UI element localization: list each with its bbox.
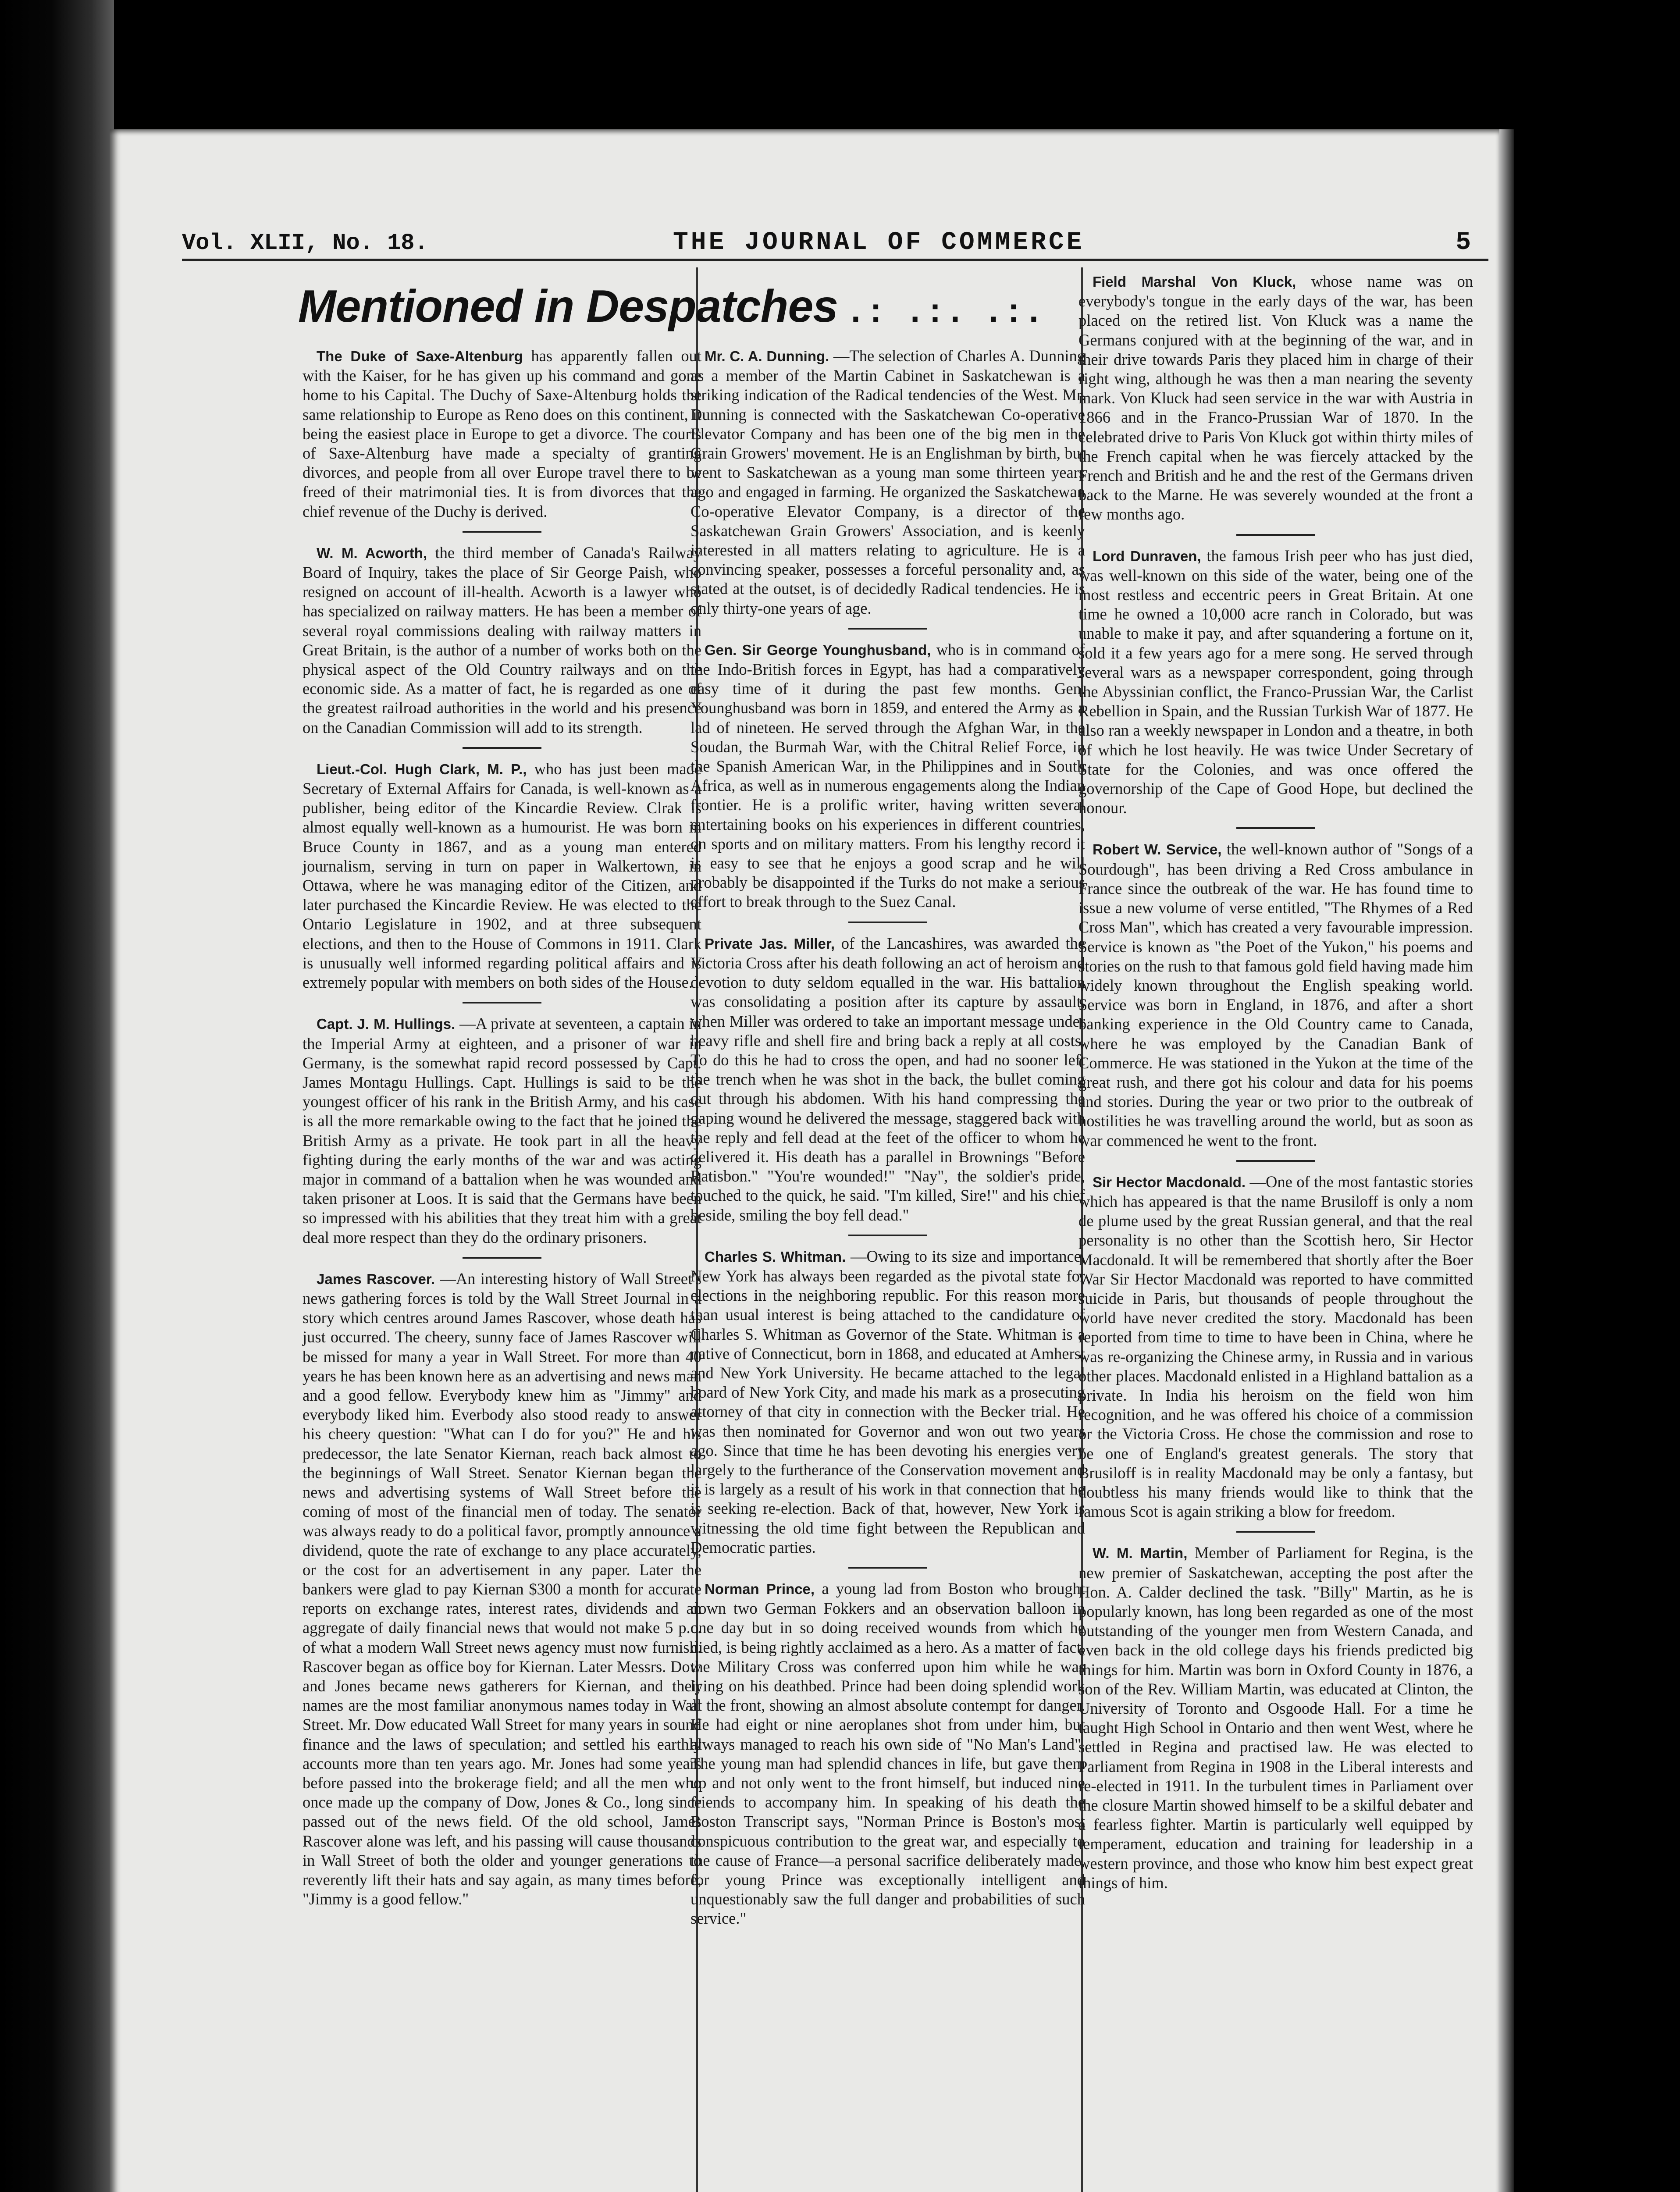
article-body: who has just been made Secretary of External Affairs for Canada, is well-known as a publisher, being editor of the Kincardie Review. Clrak is almost equally well-known as a humourist. He was born in Bruce County in 1867, and as a young man entered journalism, serving in turn on paper in Walkertown, in Ottawa, where he was managing editor of the Citizen, and later purchased the Kincardie Review. He was elected to the Ontario Legislature in 1902, and at three subsequent elections, and then to the House of Commons in 1911. Clark is unusually well informed regarding political affairs and is extremely popular with members on both sides of the House. bbox=[303, 759, 701, 992]
page-number: 5 bbox=[1456, 228, 1471, 257]
book-binding-shadow bbox=[0, 0, 114, 2192]
article-paragraph bbox=[691, 346, 1085, 618]
article-lead: Charles S. Whitman. bbox=[705, 1248, 846, 1265]
article-paragraph bbox=[691, 1579, 1085, 1929]
article-paragraph bbox=[303, 759, 701, 992]
article-separator bbox=[848, 628, 927, 630]
article-paragraph bbox=[303, 346, 701, 521]
header-rule bbox=[182, 259, 1488, 261]
article-body: whose name was on everybody's tongue in the early days of the war, has been placed on the retired list. Von Kluck was a name the Germans conjured with at the beginning of the war, and in their drive towards Paris they placed him in charge of their right wing, although he was then a man nearing the seventy mark. Von Kluck had seen service in the war with Austria in 1866 and in the Franco-Prussian War of 1870. In the celebrated drive to Paris Von Kluck got within thirty miles of the French capital when he was fiercely attacked by the French and British and he and the rest of the Germans driven back to the Marne. He was severely wounded at the front a few months ago. bbox=[1078, 272, 1474, 523]
article-separator bbox=[1236, 1531, 1315, 1533]
article-lead: The Duke of Saxe-Altenburg bbox=[317, 348, 523, 364]
article-body: the third member of Canada's Railway Board of Inquiry, takes the place of Sir George Paish, who resigned on account of ill-health. Acworth is a lawyer who has specialized on railway matters. He has been a member of several royal commissions dealing with railway matters in Great Britain, is the author of a number of works both on the physical aspect of the Old Country railways and on the economic side. As a matter of fact, he is regarded as one of the greatest railroad authorities in the world and his presence on the Canadian Commission will add to its strength. bbox=[303, 543, 702, 737]
article-lead: Mr. C. A. Dunning. bbox=[705, 348, 829, 364]
article-separator bbox=[848, 1567, 927, 1569]
article-paragraph bbox=[691, 934, 1085, 1225]
article-column-3 bbox=[1078, 272, 1473, 1893]
title-ornament: .: .:. .:. bbox=[851, 291, 1048, 329]
article-separator bbox=[463, 1002, 541, 1003]
article-lead: Field Marshal Von Kluck, bbox=[1093, 274, 1296, 290]
article-body: —Owing to its size and importance, New York has always been regarded as the pivotal state for elections in the neighboring republic. For this reason more than usual interest is being attached to the candidature of Charles S. Whitman as Governor of the State. Whitman is a native of Connecticut, born in 1868, and educated at Amherst and New York University. He became attached to the legal board of New York City, and made his mark as a prosecuting attorney of that city in connection with the Becker trial. He was then nominated for Governor and won out two years ago. Since that time he has been devoting his energies very largely to the furtherance of the Conservation movement and it is largely as a result of his work in that connection that he is seeking re-election. Back of that, however, New York is witnessing the old time fight between the Republican and Democratic parties. bbox=[691, 1247, 1085, 1556]
article-lead: Lieut.-Col. Hugh Clark, M. P., bbox=[317, 761, 527, 777]
article-paragraph bbox=[303, 1269, 701, 1909]
volume-number: Vol. XLII, No. 18. bbox=[182, 230, 428, 256]
article-lead: Sir Hector Macdonald. bbox=[1093, 1174, 1246, 1190]
article-paragraph bbox=[691, 1247, 1085, 1557]
article-paragraph bbox=[303, 543, 701, 737]
article-separator bbox=[1236, 1160, 1315, 1162]
article-lead: James Rascover. bbox=[317, 1270, 435, 1287]
article-body: has apparently fallen out with the Kaiser, for he has given up his command and gone home to his Capital. The Duchy of Saxe-Altenburg holds the same relationship to Europe as Reno does on this continent, it being the easiest place in Europe to get a divorce. The courts of Saxe-Altenburg have made a specialty of granting divorces, and people from all over Europe travel there to be freed of their matrimonial ties. It is from divorces that the chief revenue of the Duchy is derived. bbox=[303, 347, 702, 520]
article-paragraph bbox=[1078, 272, 1473, 524]
section-title-text: Mentioned in Despatches bbox=[298, 281, 838, 332]
article-body: —A private at seventeen, a captain in the Imperial Army at eighteen, and a prisoner of war in Germany, is the somewhat rapid record possessed by Capt. James Montagu Hullings. Capt. Hullings is said to be the youngest officer of his rank in the British Army, and his case is all the more remarkable owing to the fact that he joined the British Army as a private. He took part in all the heavy fighting during the early months of the war and was acting major in command of a battalion when he was wounded and taken prisoner at Loos. It is said that the Germans have been so impressed with his abilities that they treat him with a great deal more respect than they do the ordinary prisoners. bbox=[303, 1014, 701, 1246]
article-paragraph bbox=[1078, 840, 1473, 1150]
article-lead: Capt. J. M. Hullings. bbox=[317, 1016, 456, 1032]
article-lead: Robert W. Service, bbox=[1093, 841, 1222, 858]
article-separator bbox=[848, 922, 927, 923]
article-body: —An interesting history of Wall Street's news gathering forces is told by the Wall Street Journal in a story which centres around James Rascover, whose death has just occurred. The cheery, sunny face of James Rascover will be missed for many a year in Wall Street. For more than 40 years he has been known here as an advertising and news man and a good fellow. Everybody knew him as "Jimmy" and everybody liked him. Everbody also stood ready to answer his cheery question: "What can I do for you?" He and his predecessor, the late Senator Kiernan, reach back almost to the beginnings of Wall Street. Senator Kiernan began the news and advertising systems of Wall Street before the coming of most of the financial men of today. The senator was always ready to do a political favor, promptly announce a dividend, quote the rate of exchange to any place accurately, or the cost for an advertisement in any paper. Later the bankers were glad to pay Kiernan $300 a month for accurate reports on exchange rates, interest rates, dividends and an aggregate of daily financial news that would not make 5 p.c. of what a modern Wall Street news agency must now furnish. Rascover began as office boy for Kiernan. Later Messrs. Dow and Jones became news gatherers for Kiernan, and their names are the most familiar anonymous names today in Wall Street. Mr. Dow educated Wall Street for many years in sound finance and the laws of speculation; and settled his earthly accounts more than ten years ago. Mr. Jones had some years before passed into the brokerage field; and all the men who once made up the company of Dow, Jones & Co., long since passed out of the news field. Of the old school, James Rascover alone was left, and his passing will cause thousands in Wall Street of both the older and younger generations to reverently lift their hats and say again, as many times before, "Jimmy is a good fellow." bbox=[303, 1269, 702, 1908]
article-body: —The selection of Charles A. Dunning as a member of the Martin Cabinet in Saskatchewan is a striking indication of the Radical tendencies of the West. Mr. Dunning is connected with the Saskatchewan Co-operative Elevator Company and has been one of the big men in the Grain Growers' movement. He is an Englishman by birth, but went to Saskatchewan as a young man some thirteen years ago and engaged in farming. He organized the Saskatchewan Co-operative Elevator Company, is a director of the Saskatchewan Grain Growers' Association, and is keenly interested in all matters relating to agriculture. He is a convincing speaker, possesses a forceful personality and, as stated at the outset, is of decidedly Radical tendencies. He is only thirty-one years of age. bbox=[691, 347, 1085, 617]
article-paragraph bbox=[1078, 546, 1473, 818]
article-lead: Lord Dunraven, bbox=[1093, 548, 1201, 564]
article-separator bbox=[463, 747, 541, 749]
article-separator bbox=[463, 531, 541, 533]
article-separator bbox=[848, 1235, 927, 1236]
article-paragraph bbox=[1078, 1172, 1473, 1522]
article-lead: W. M. Acworth, bbox=[317, 544, 427, 561]
page-edge bbox=[1499, 129, 1514, 2192]
article-paragraph bbox=[691, 640, 1085, 912]
article-paragraph bbox=[1078, 1543, 1473, 1893]
article-lead: W. M. Martin, bbox=[1093, 1545, 1188, 1562]
article-body: of the Lancashires, was awarded the Victoria Cross after his death following an act of heroism and devotion to duty seldom equalled in the war. His battalion was consolidating a position after its capture by assault, when Miller was ordered to take an important message under heavy rifle and shell fire and bring back a reply at all costs. To do this he had to cross the open, and had no sooner left the trench when he was shot in the back, the bullet coming out through his abdomen. With his hand compressing the gaping wound he delivered the message, staggered back with the reply and fell dead at the feet of the officer to whom he delivered it. His death has a parallel in Brownings "Before Ratisbon." "You're wounded!" "Nay", the soldier's pride, touched to the quick, he said. "I'm killed, Sire!" and his chief beside, smiling the boy fell dead." bbox=[691, 934, 1086, 1224]
article-lead: Private Jas. Miller, bbox=[705, 935, 835, 952]
article-lead: Norman Prince, bbox=[705, 1580, 815, 1597]
article-column-2 bbox=[691, 346, 1085, 1929]
journal-title: THE JOURNAL OF COMMERCE bbox=[673, 228, 1085, 257]
article-body: —One of the most fantastic stories which has appeared is that the name Brusiloff is only a nom de plume used by the great Russian general, and that the real personality is no other than the Scottish hero, Sir Hector Macdonald. It will be remembered that shortly after the Boer War Sir Hector Macdonald was reported to have committed suicide in Paris, but thousands of people throughout the world have never credited the story. Macdonald has been reported from time to time to have been in China, where he was re-organizing the Chinese army, in Russia and in various other places. Macdonald enlisted in a Highland battalion as a private. In India his heroism on the field won him recognition, and he was offered his choice of a commission or the Victoria Cross. He chose the commission and rose to be one of England's greatest generals. The story that Brusiloff is in reality Macdonald may be only a fantasy, but doubtless his many friends would like to think that the famous Scot is again striking a blow for freedom. bbox=[1078, 1172, 1473, 1521]
article-column-1 bbox=[303, 346, 701, 1909]
article-body: a young lad from Boston who brought down two German Fokkers and an observation balloon in one day but in so doing received wounds from which he died, is being rightly acclaimed as a hero. As a matter of fact, the Military Cross was conferred upon him while he was lying on his deathbed. Prince had been doing splendid work at the front, showing an almost absolute contempt for danger. He had eight or nine aeroplanes shot from under him, but always managed to reach his own side of "No Man's Land". The young man had splendid chances in life, but gave them up and not only went to the front himself, but induced nine friends to accompany him. In speaking of his death the Boston Transcript says, "Norman Prince is Boston's most conspicuous contribution to the great war, and especially to the cause of France—a personal sacrifice deliberately made, for young Prince was exceptionally intelligent and unquestionably saw the full danger and probabilities of such service." bbox=[691, 1579, 1085, 1928]
article-body: who is in command of the Indo-British forces in Egypt, has had a comparatively easy time of it during the past few months. Gen. Younghusband was born in 1859, and entered the Army as a lad of nineteen. He served through the Afghan War, in the Soudan, the Burmah War, with the Chitral Relief Force, in the Spanish American War, in the Philippines and in South Africa, as well as in numerous engagements along the Indian frontier. He is a prolific writer, having written several entertaining books on his experiences in different countries, on sports and on military matters. From his lengthy record it is easy to see that he enjoys a good scrap and he will probably be disappointed if the Turks do not make a serious effort to break through to the Suez Canal. bbox=[691, 640, 1086, 911]
article-lead: Gen. Sir George Younghusband, bbox=[705, 641, 931, 658]
article-separator bbox=[1236, 534, 1315, 536]
article-paragraph bbox=[303, 1014, 701, 1247]
article-separator bbox=[463, 1257, 541, 1259]
article-body: the famous Irish peer who has just died, was well-known on this side of the water, being one of the most restless and eccentric peers in Great Britain. At one time he owned a 10,000 acre ranch in Colorado, but was unable to make it pay, and after squandering a fortune on it, sold it a few years ago for a mere song. He served through several wars as a newspaper correspondent, going through the Abyssinian conflict, the Franco-Prussian War, the Carlist Rebellion in Spain, and the Russian Turkish War of 1877. He also ran a weekly newspaper in London and a theatre, in both of which he lost heavily. He was twice Under Secretary of State for the Colonies, and was once offered the governorship of the Cape of Good Hope, but declined the honour. bbox=[1078, 546, 1474, 817]
article-body: Member of Parliament for Regina, is the new premier of Saskatchewan, accepting the post after the Hon. A. Calder declined the task. "Billy" Martin, as he is popularly known, has long been regarded as one of the most outstanding of the younger men from Western Canada, and even back in the old college days his friends predicted big things for him. Martin was born in Oxford County in 1876, a son of the Rev. William Martin, was educated at Clinton, the University of Toronto and Osgoode Hall. For a time he taught High School in Ontario and then went West, where he settled in Regina and practised law. He was elected to Parliament from Regina in 1908 in the Liberal interests and re-elected in 1911. In the turbulent times in Parliament over the closure Martin showed himself to be a skilful debater and a fearless fighter. Martin is particularly well equipped by temperament, education and training for leadership in a western province, and those who know him best expect great things of him. bbox=[1078, 1544, 1474, 1892]
section-title bbox=[298, 281, 1048, 342]
article-body: the well-known author of "Songs of a Sourdough", has been driving a Red Cross ambulance in France since the outbreak of the war. He has found time to issue a new volume of verse entitled, "The Rhymes of a Red Cross Man", which has created a very favourable impression. Service is known as "the Poet of the Yukon," his poems and stories on the rush to that famous gold field having made him widely known throughout the English speaking world. Service was born in England, in 1876, and after a short banking experience in the Old Country came to Canada, where he was employed by the Canadian Bank of Commerce. He was stationed in the Yukon at the time of the great rush, and there got his colour and data for his poems and stories. During the year or two prior to the outbreak of hostilities he was travelling around the world, but as soon as war commenced he went to the front. bbox=[1078, 840, 1474, 1149]
article-separator bbox=[1236, 827, 1315, 829]
